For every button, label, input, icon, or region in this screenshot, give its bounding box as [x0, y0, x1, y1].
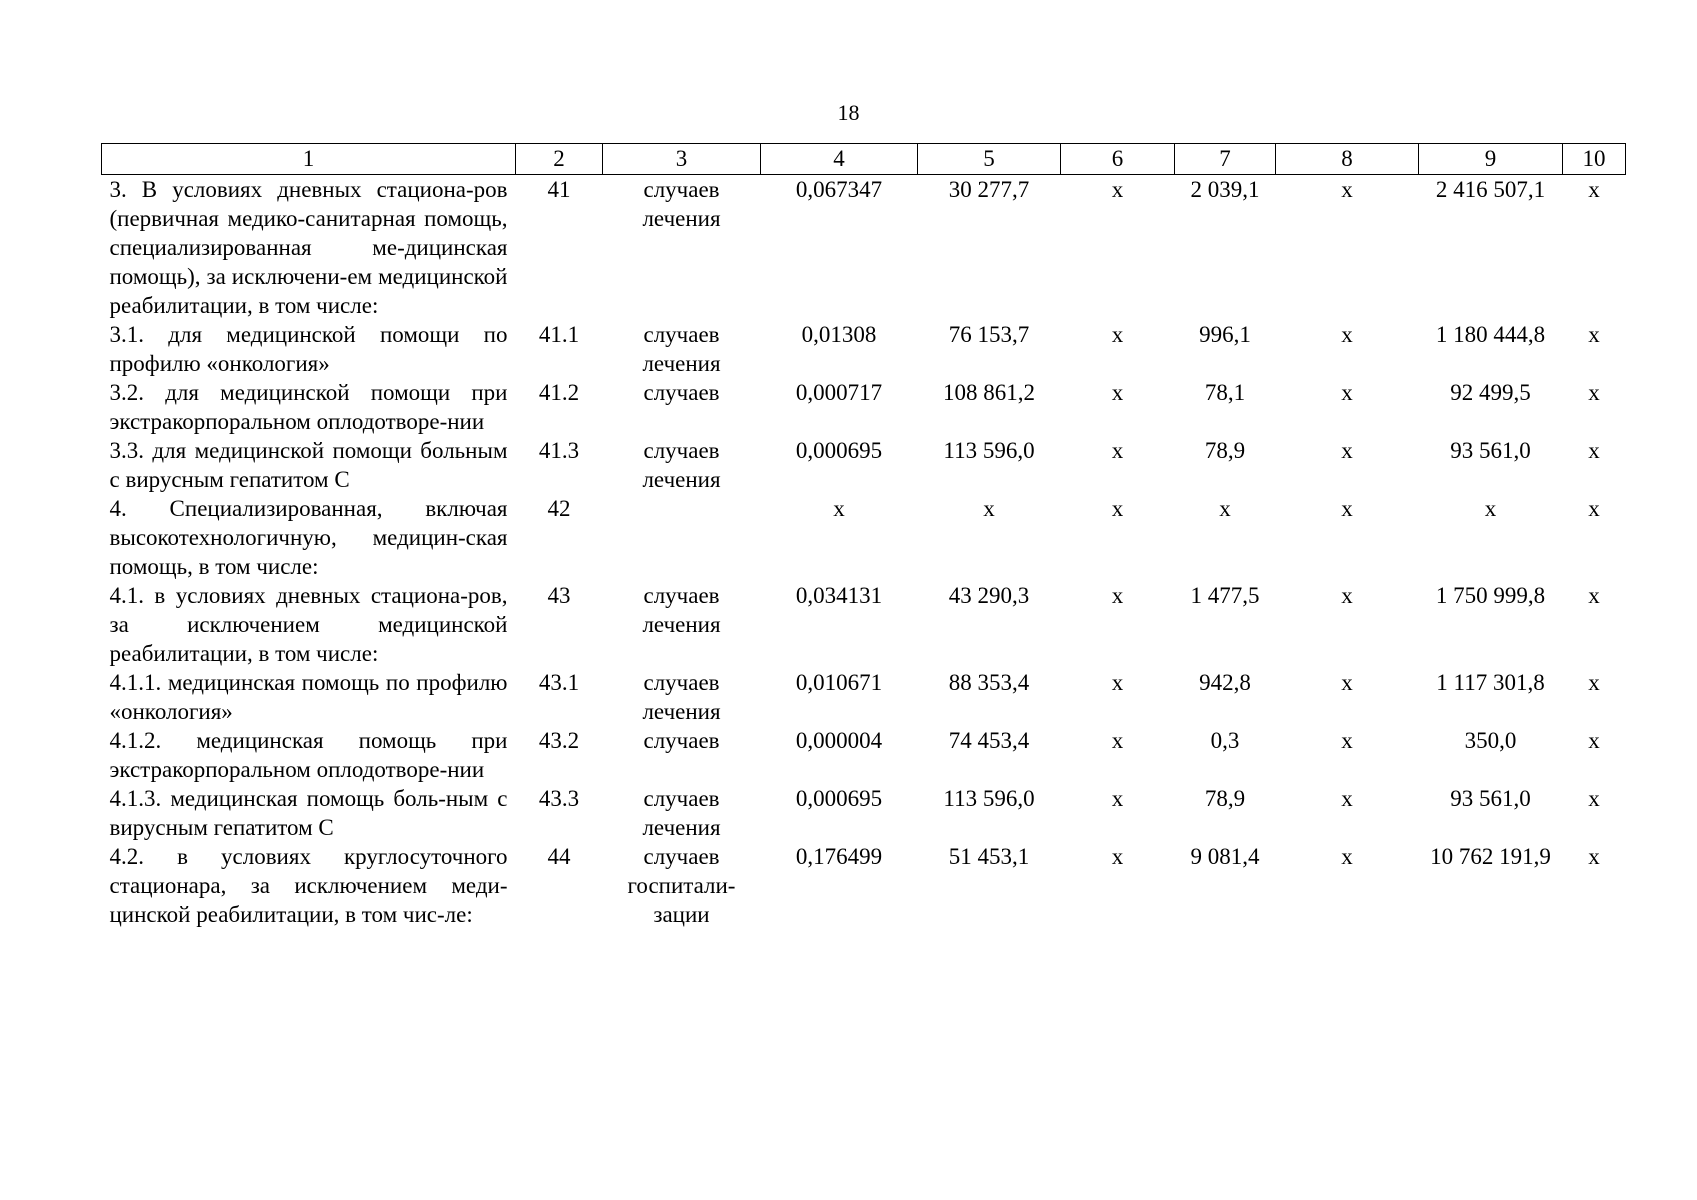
- row-description: 4.1.3. медицинская помощь боль-ным с вирусным гепатитом С: [109, 786, 508, 840]
- cell: х: [1588, 177, 1600, 202]
- row-unit: случаев госпитали-зации: [627, 844, 736, 927]
- cell: х: [1341, 670, 1353, 695]
- row-code: 41: [547, 177, 571, 202]
- cell: 0,3: [1210, 728, 1240, 753]
- row-description: 4.1.2. медицинская помощь при экстракорпоральном оплодотворе-нии: [109, 728, 508, 782]
- column-header: 4: [761, 144, 918, 175]
- cell: 2 416 507,1: [1435, 177, 1546, 202]
- cell: 43 290,3: [948, 583, 1030, 608]
- cell: 9 081,4: [1190, 844, 1260, 869]
- row-description: 3.2. для медицинской помощи при экстракорпоральном оплодотворе-нии: [109, 380, 508, 434]
- cell: 0,01308: [801, 322, 877, 347]
- data-table: [101, 143, 1626, 929]
- cell: х: [1588, 322, 1600, 347]
- row-code: 41.1: [538, 322, 580, 347]
- row-code: 43.1: [538, 670, 580, 695]
- cell: х: [1484, 496, 1497, 521]
- row-description: 3.3. для медицинской помощи больным с вирусным гепатитом С: [109, 438, 508, 492]
- cell: 1 750 999,8: [1435, 583, 1546, 608]
- cell: 10 762 191,9: [1430, 844, 1551, 869]
- cell: х: [983, 496, 995, 521]
- cell: х: [1111, 438, 1124, 463]
- cell: х: [1341, 322, 1353, 347]
- cell: х: [1588, 583, 1600, 608]
- cell: х: [1341, 728, 1353, 753]
- cell: 0,010671: [795, 670, 883, 695]
- table-row: [102, 784, 1626, 842]
- row-unit: случаев лечения: [642, 177, 721, 231]
- row-description: 4.2. в условиях круглосуточного стационара, за исключением меди-цинской реабилитации, в том чис-ле:: [109, 844, 508, 927]
- row-code: 43.2: [538, 728, 580, 753]
- table-row: [102, 320, 1626, 378]
- row-unit: случаев лечения: [642, 786, 721, 840]
- row-unit: случаев лечения: [642, 583, 721, 637]
- column-header: 7: [1175, 144, 1276, 175]
- cell: х: [1341, 496, 1353, 521]
- cell: 113 596,0: [943, 438, 1035, 463]
- cell: х: [1588, 844, 1600, 869]
- cell: х: [1219, 496, 1231, 521]
- cell: 108 861,2: [943, 380, 1035, 405]
- cell: 0,000717: [795, 380, 883, 405]
- cell: 93 561,0: [1450, 786, 1531, 811]
- column-header: 2: [516, 144, 603, 175]
- cell: 78,9: [1204, 438, 1246, 463]
- table-header-row: [102, 144, 1626, 175]
- cell: 996,1: [1199, 322, 1251, 347]
- cell: 51 453,1: [948, 844, 1030, 869]
- column-header: 8: [1276, 144, 1419, 175]
- cell: х: [1588, 438, 1600, 463]
- cell: х: [1111, 844, 1124, 869]
- cell: 88 353,4: [948, 670, 1030, 695]
- cell: 30 277,7: [948, 177, 1030, 202]
- row-description: 3. В условиях дневных стациона-ров (первичная медико-санитарная помощь, специализированная ме-дицинская помощь), за исключени-ем медицинской реабилитации, в том числе:: [109, 177, 508, 318]
- cell: х: [1111, 322, 1124, 347]
- cell: 0,176499: [795, 844, 883, 869]
- table-row: [102, 581, 1626, 668]
- cell: 0,000695: [795, 438, 883, 463]
- cell: х: [833, 496, 845, 521]
- cell: 2 039,1: [1190, 177, 1260, 202]
- cell: х: [1111, 670, 1124, 695]
- table-row: [102, 436, 1626, 494]
- cell: 0,034131: [795, 583, 883, 608]
- column-header: 1: [102, 144, 516, 175]
- cell: 942,8: [1199, 670, 1251, 695]
- row-code: 42: [547, 496, 571, 521]
- table-row: [102, 842, 1626, 929]
- column-header: 5: [918, 144, 1061, 175]
- cell: х: [1111, 786, 1124, 811]
- cell: 1 117 301,8: [1436, 670, 1545, 695]
- cell: х: [1341, 786, 1353, 811]
- cell: х: [1341, 177, 1353, 202]
- table-row: [102, 726, 1626, 784]
- cell: х: [1588, 496, 1600, 521]
- column-header: 9: [1419, 144, 1563, 175]
- row-unit: случаев лечения: [642, 322, 721, 376]
- cell: х: [1341, 583, 1353, 608]
- table-row: [102, 175, 1626, 321]
- table-row: [102, 668, 1626, 726]
- table-row: [102, 378, 1626, 436]
- cell: х: [1588, 670, 1600, 695]
- cell: 1 477,5: [1190, 583, 1260, 608]
- row-code: 41.3: [538, 438, 580, 463]
- cell: 0,067347: [795, 177, 883, 202]
- cell: х: [1111, 583, 1124, 608]
- cell: 350,0: [1464, 728, 1517, 753]
- cell: х: [1588, 786, 1600, 811]
- table-row: [102, 494, 1626, 581]
- column-header: 6: [1061, 144, 1175, 175]
- cell: х: [1111, 496, 1124, 521]
- cell: 0,000004: [795, 728, 883, 753]
- cell: х: [1341, 844, 1353, 869]
- row-unit: случаев лечения: [642, 438, 721, 492]
- cell: 1 180 444,8: [1435, 322, 1546, 347]
- cell: 76 153,7: [948, 322, 1030, 347]
- cell: 78,9: [1204, 786, 1246, 811]
- row-description: 3.1. для медицинской помощи по профилю «онкология»: [109, 322, 508, 376]
- cell: х: [1111, 380, 1124, 405]
- row-unit: случаев: [643, 728, 720, 753]
- row-description: 4.1.1. медицинская помощь по профилю «онкология»: [109, 670, 508, 724]
- cell: х: [1341, 380, 1353, 405]
- page-number: 18: [837, 100, 860, 125]
- column-header: 3: [603, 144, 761, 175]
- row-unit: [603, 494, 761, 581]
- cell: х: [1341, 438, 1353, 463]
- cell: х: [1588, 728, 1600, 753]
- cell: 92 499,5: [1450, 380, 1531, 405]
- row-code: 44: [547, 844, 571, 869]
- row-description: 4. Специализированная, включая высокотехнологичную, медицин-ская помощь, в том числе:: [109, 496, 508, 579]
- cell: 93 561,0: [1450, 438, 1531, 463]
- cell: х: [1588, 380, 1600, 405]
- row-code: 43: [547, 583, 571, 608]
- column-header: 10: [1563, 144, 1626, 175]
- cell: 78,1: [1204, 380, 1246, 405]
- row-code: 41.2: [538, 380, 580, 405]
- cell: х: [1111, 728, 1124, 753]
- row-code: 43.3: [538, 786, 580, 811]
- row-description: 4.1. в условиях дневных стациона-ров, за исключением медицинской реабилитации, в том числе:: [109, 583, 508, 666]
- row-unit: случаев: [643, 380, 720, 405]
- cell: 113 596,0: [943, 786, 1035, 811]
- cell: х: [1111, 177, 1124, 202]
- cell: 74 453,4: [948, 728, 1030, 753]
- cell: 0,000695: [795, 786, 883, 811]
- row-unit: случаев лечения: [642, 670, 721, 724]
